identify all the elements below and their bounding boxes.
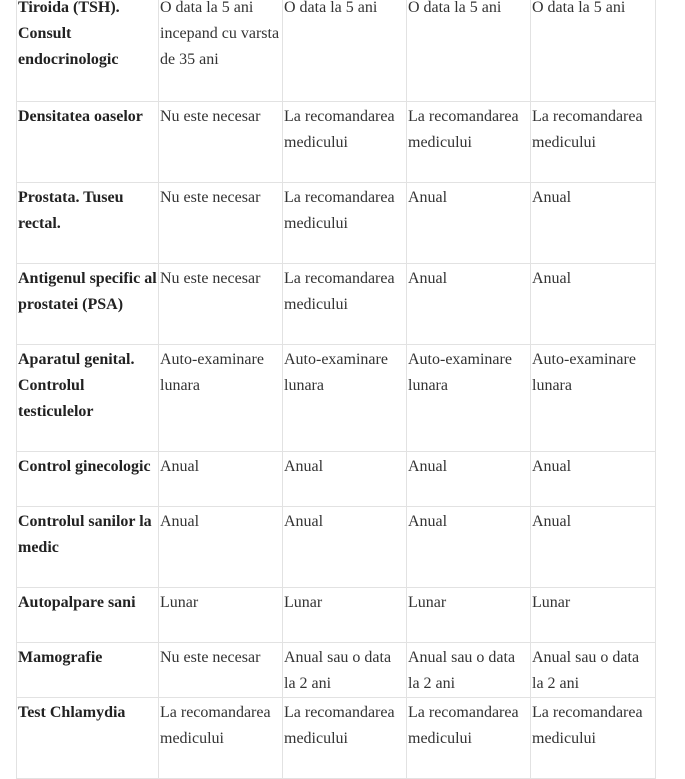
table-row: [17, 698, 656, 779]
cell-value: O data la 5 ani: [408, 0, 502, 16]
cell-value: Anual: [408, 458, 448, 475]
table-cell: [283, 345, 407, 452]
row-label: Controlul sanilor la medic: [18, 513, 152, 556]
cell-value: La recomandarea medicului: [408, 704, 519, 747]
row-label-cell: [17, 102, 159, 183]
cell-value: Anual sau o data la 2 ani: [284, 649, 392, 692]
row-label-cell: [17, 345, 159, 452]
cell-value: La recomandarea medicului: [532, 704, 643, 747]
cell-value: Lunar: [532, 594, 571, 611]
cell-value: Anual: [160, 513, 200, 530]
row-label-cell: [17, 588, 159, 643]
screening-table-container: [16, 0, 655, 779]
cell-value: Anual sau o data la 2 ani: [408, 649, 516, 692]
row-label-cell: [17, 698, 159, 779]
cell-value: Anual: [160, 458, 200, 475]
table-cell: [531, 452, 656, 507]
cell-value: Nu este necesar: [160, 189, 261, 206]
row-label-cell: [17, 183, 159, 264]
cell-value: Auto-examinare lunara: [284, 351, 388, 394]
row-label-cell: [17, 507, 159, 588]
cell-value: Anual: [408, 513, 448, 530]
table-row: [17, 452, 656, 507]
table-cell: [531, 0, 656, 102]
table-cell: [531, 345, 656, 452]
table-cell: [159, 588, 283, 643]
table-cell: [407, 264, 531, 345]
cell-value: Anual: [284, 458, 324, 475]
cell-value: Anual: [532, 189, 572, 206]
table-cell: [407, 0, 531, 102]
table-cell: [531, 588, 656, 643]
table-cell: [531, 698, 656, 779]
cell-value: O data la 5 ani incepand cu varsta de 35 ani: [160, 0, 280, 68]
table-cell: [159, 102, 283, 183]
cell-value: O data la 5 ani: [532, 0, 626, 16]
cell-value: Anual: [532, 513, 572, 530]
table-cell: [531, 643, 656, 698]
table-cell: [283, 0, 407, 102]
row-label: Autopalpare sani: [18, 594, 136, 611]
table-cell: [283, 643, 407, 698]
table-cell: [407, 452, 531, 507]
table-cell: [531, 102, 656, 183]
table-cell: [159, 507, 283, 588]
cell-value: La recomandarea medicului: [284, 189, 395, 232]
row-label: Tiroida (TSH). Consult endocrinologic: [18, 0, 120, 68]
row-label: Test Chlamydia: [18, 704, 126, 721]
table-cell: [531, 264, 656, 345]
row-label: Control ginecologic: [18, 458, 151, 475]
table-cell: [159, 264, 283, 345]
table-cell: [283, 588, 407, 643]
row-label-cell: [17, 0, 159, 102]
table-cell: [283, 264, 407, 345]
table-row: [17, 588, 656, 643]
table-row: [17, 507, 656, 588]
cell-value: Auto-examinare lunara: [532, 351, 636, 394]
cell-value: Lunar: [408, 594, 447, 611]
cell-value: Lunar: [160, 594, 199, 611]
cell-value: Anual: [408, 270, 448, 287]
cell-value: Nu este necesar: [160, 108, 261, 125]
row-label-cell: [17, 452, 159, 507]
table-cell: [159, 452, 283, 507]
row-label: Densitatea oaselor: [18, 108, 143, 125]
table-cell: [407, 507, 531, 588]
cell-value: La recomandarea medicului: [284, 270, 395, 313]
cell-value: La recomandarea medicului: [160, 704, 271, 747]
cell-value: Anual: [284, 513, 324, 530]
cell-value: O data la 5 ani: [284, 0, 378, 16]
cell-value: Anual sau o data la 2 ani: [532, 649, 640, 692]
table-row: [17, 264, 656, 345]
table-cell: [531, 507, 656, 588]
table-cell: [159, 698, 283, 779]
table-row: [17, 643, 656, 698]
table-cell: [407, 588, 531, 643]
cell-value: Anual: [532, 458, 572, 475]
table-cell: [159, 345, 283, 452]
table-cell: [283, 698, 407, 779]
table-cell: [283, 183, 407, 264]
cell-value: La recomandarea medicului: [284, 108, 395, 151]
table-cell: [159, 183, 283, 264]
table-row: [17, 102, 656, 183]
cell-value: Anual: [408, 189, 448, 206]
table-cell: [407, 102, 531, 183]
table-row: [17, 0, 656, 102]
row-label: Aparatul genital. Controlul testiculelor: [18, 351, 135, 420]
cell-value: La recomandarea medicului: [284, 704, 395, 747]
table-cell: [407, 698, 531, 779]
screening-table: [16, 0, 656, 779]
table-cell: [283, 507, 407, 588]
table-cell: [407, 643, 531, 698]
table-cell: [283, 102, 407, 183]
cell-value: Nu este necesar: [160, 270, 261, 287]
cell-value: Lunar: [284, 594, 323, 611]
row-label-cell: [17, 643, 159, 698]
table-cell: [531, 183, 656, 264]
cell-value: La recomandarea medicului: [408, 108, 519, 151]
table-row: [17, 345, 656, 452]
cell-value: Anual: [532, 270, 572, 287]
row-label: Mamografie: [18, 649, 103, 666]
table-cell: [407, 183, 531, 264]
cell-value: Auto-examinare lunara: [408, 351, 512, 394]
table-row: [17, 183, 656, 264]
table-cell: [159, 0, 283, 102]
row-label: Antigenul specific al prostatei (PSA): [18, 270, 157, 313]
table-cell: [407, 345, 531, 452]
row-label-cell: [17, 264, 159, 345]
table-cell: [159, 643, 283, 698]
cell-value: La recomandarea medicului: [532, 108, 643, 151]
cell-value: Nu este necesar: [160, 649, 261, 666]
cell-value: Auto-examinare lunara: [160, 351, 264, 394]
row-label: Prostata. Tuseu rectal.: [18, 189, 124, 232]
table-cell: [283, 452, 407, 507]
